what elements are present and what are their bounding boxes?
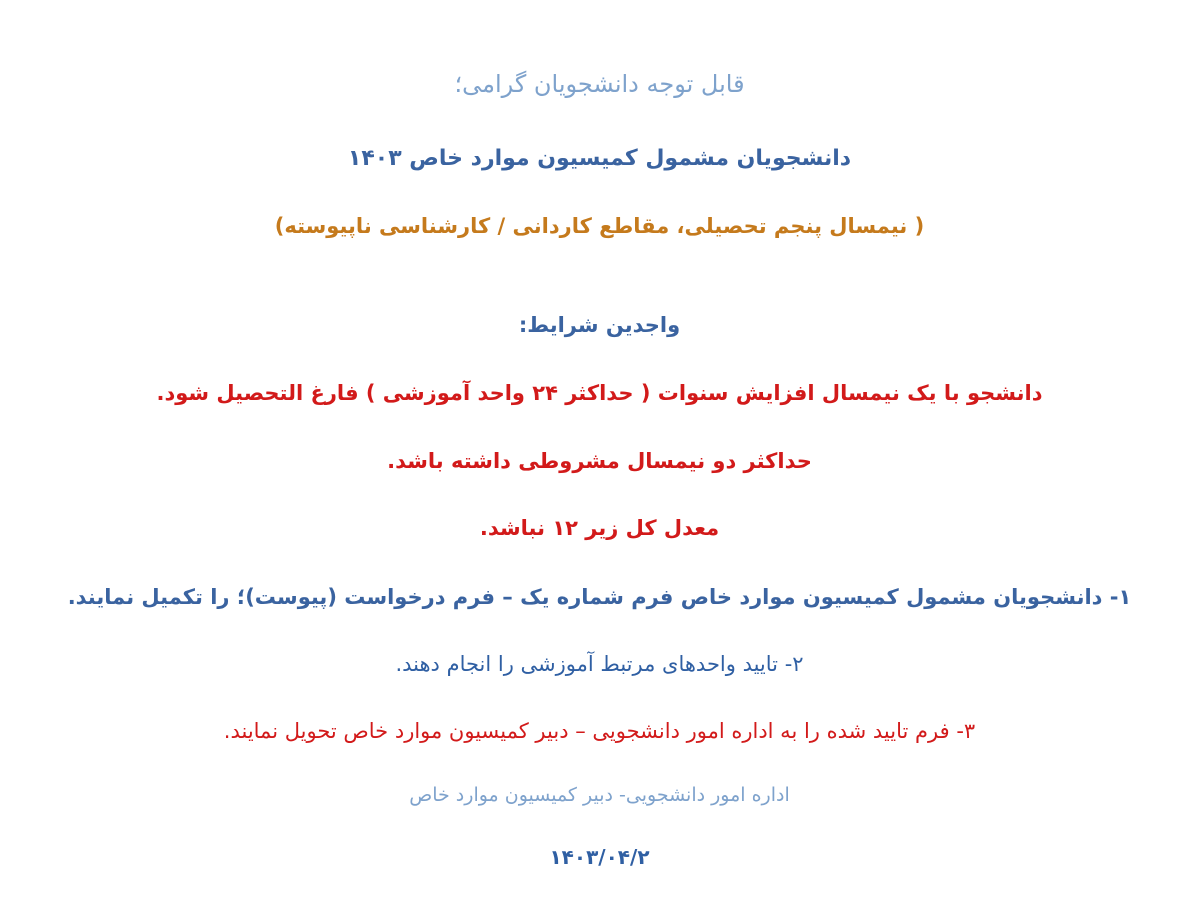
condition-item: معدل کل زیر ۱۲ نباشد. xyxy=(479,516,720,540)
condition-item: حداکثر دو نیمسال مشروطی داشته باشد. xyxy=(387,449,812,473)
step-item-3: ۳- فرم تایید شده را به اداره امور دانشجویی – دبیر کمیسیون موارد خاص تحویل نمایند. xyxy=(223,719,976,743)
step-item-2: ۲- تایید واحدهای مرتبط آموزشی را انجام دهند. xyxy=(395,652,804,676)
greeting-line: قابل توجه دانشجویان گرامی؛ xyxy=(454,70,745,98)
step-item-1: ۱- دانشجویان مشمول کمیسیون موارد خاص فرم شماره یک – فرم درخواست (پیوست)؛ را تکمیل نمایند. xyxy=(67,585,1132,609)
announcement-subtitle: ( نیمسال پنجم تحصیلی، مقاطع کاردانی / کارشناسی ناپیوسته) xyxy=(274,214,925,238)
condition-item: دانشجو با یک نیمسال افزایش سنوات ( حداکثر ۲۴ واحد آموزشی ) فارغ التحصیل شود. xyxy=(156,381,1043,405)
conditions-heading: واجدین شرایط: xyxy=(518,313,681,337)
signature-line: اداره امور دانشجویی- دبیر کمیسیون موارد خاص xyxy=(409,784,790,806)
announcement-title: دانشجویان مشمول کمیسیون موارد خاص ۱۴۰۳ xyxy=(347,146,852,171)
date-line: ۱۴۰۳/۰۴/۲ xyxy=(549,845,650,869)
